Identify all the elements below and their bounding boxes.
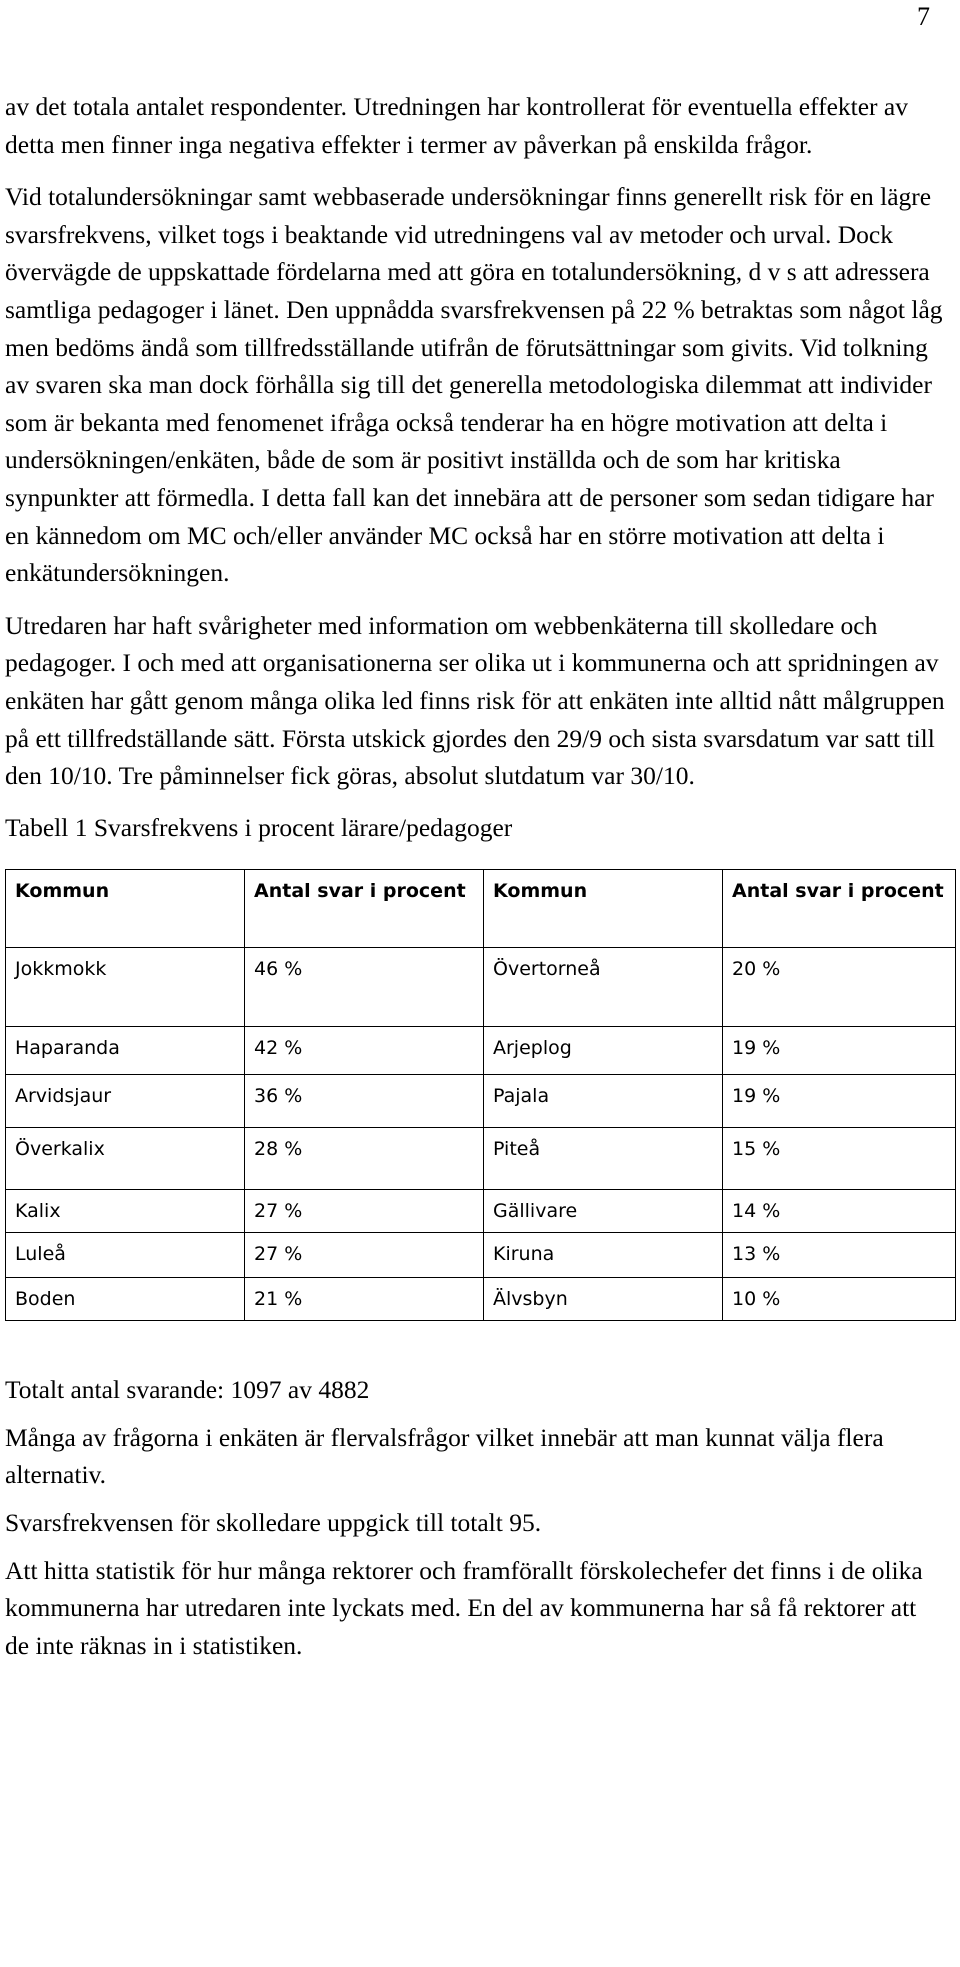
header-kommun-2: Kommun — [484, 870, 723, 948]
table-cell: 28 % — [245, 1128, 484, 1190]
table-cell: 27 % — [245, 1190, 484, 1233]
page-number: 7 — [917, 2, 930, 31]
table-cell: 42 % — [245, 1027, 484, 1075]
table-row — [6, 1128, 956, 1190]
table-cell: 19 % — [723, 1027, 956, 1075]
paragraph-multiple-choice: Många av frågorna i enkäten är flervalsfrågor vilket innebär att man kunnat välja flera alternativ. — [5, 1422, 884, 1490]
header-kommun-1: Kommun — [6, 870, 245, 948]
table-row — [6, 1278, 956, 1321]
table-cell: 14 % — [723, 1190, 956, 1233]
table-header-row — [6, 870, 956, 948]
paragraph-distribution: Utredaren har haft svårigheter med information om webbenkäterna till skolledare och pedagoger. I och med att organisationerna ser olika ut i kommunerna och att spridningen av enkäten har gått genom många olika led finns risk för att enkäten inte alltid nått målgruppen på ett tillfredställande sätt. Första utskick gjordes den 29/9 och sista svarsdatum var satt till den 10/10. Tre påminnelser fick göras, absolut slutdatum var 30/10. — [5, 610, 945, 791]
table-cell: Boden — [6, 1278, 245, 1321]
total-respondents: Totalt antal svarande: 1097 av 4882 — [5, 1375, 370, 1405]
table-cell: Gällivare — [484, 1190, 723, 1233]
table-cell: Jokkmokk — [6, 948, 245, 1027]
header-antal-svar-2: Antal svar i procent — [723, 870, 956, 948]
table-caption: Tabell 1 Svarsfrekvens i procent lärare/pedagoger — [5, 812, 513, 842]
table-cell: Luleå — [6, 1233, 245, 1278]
table-cell: 15 % — [723, 1128, 956, 1190]
table-cell: Arjeplog — [484, 1027, 723, 1075]
table-row — [6, 948, 956, 1027]
table-cell: 27 % — [245, 1233, 484, 1278]
table-cell: Haparanda — [6, 1027, 245, 1075]
table-cell: Övertorneå — [484, 948, 723, 1027]
table-cell: Kalix — [6, 1190, 245, 1233]
table-cell: 21 % — [245, 1278, 484, 1321]
table-cell: 36 % — [245, 1075, 484, 1128]
document-body — [5, 88, 945, 1674]
table-cell: Pajala — [484, 1075, 723, 1128]
table-row — [6, 1233, 956, 1278]
table-cell: 10 % — [723, 1278, 956, 1321]
after-table-section — [5, 1371, 945, 1664]
table-cell: Överkalix — [6, 1128, 245, 1190]
table-row — [6, 1075, 956, 1128]
paragraph-method: Vid totalundersökningar samt webbaserade undersökningar finns generellt risk för en lägre svarsfrekvens, vilket togs i beaktande vid utredningens val av metoder och urval. Dock övervägde de uppskattade fördelarna med att göra en totalundersökning, d v s att adressera samtliga pedagoger i länet. Den uppnådda svarsfrekvensen på 22 % betraktas som något låg men bedöms ändå som tillfredsställande utifrån de förutsättningar som givits. Vid tolkning av svaren ska man dock förhålla sig till det generella metodologiska dilemmat att individer som är bekanta med fenomenet ifråga också tenderar ha en högre motivation att delta i undersökningen/enkäten, både de som är positivt inställda och de som har kritiska synpunkter att förmedla. I detta fall kan det innebära att de personer som sedan tidigare har en kännedom om MC och/eller använder MC också har en större motivation att delta i enkätundersökningen. — [5, 182, 943, 588]
table-cell: Kiruna — [484, 1233, 723, 1278]
table-cell: Arvidsjaur — [6, 1075, 245, 1128]
table-row — [6, 1190, 956, 1233]
table-cell: 46 % — [245, 948, 484, 1027]
paragraph-statistics: Att hitta statistik för hur många rektorer och framförallt förskolechefer det finns i de olika kommunerna har utredaren inte lyckats med. En del av kommunerna har så få rektorer att de inte räknas in i statistiken. — [5, 1555, 923, 1660]
table-cell: 20 % — [723, 948, 956, 1027]
table-cell: Piteå — [484, 1128, 723, 1190]
table-cell: Älvsbyn — [484, 1278, 723, 1321]
table-cell: 13 % — [723, 1233, 956, 1278]
header-antal-svar-1: Antal svar i procent — [245, 870, 484, 948]
paragraph-intro: av det totala antalet respondenter. Utredningen har kontrollerat för eventuella effekter av detta men finner inga negativa effekter i termer av påverkan på enskilda frågor. — [5, 92, 908, 159]
response-rate-table — [5, 869, 956, 1321]
table-row — [6, 1027, 956, 1075]
paragraph-principals: Svarsfrekvensen för skolledare uppgick till totalt 95. — [5, 1508, 542, 1538]
table-cell: 19 % — [723, 1075, 956, 1128]
